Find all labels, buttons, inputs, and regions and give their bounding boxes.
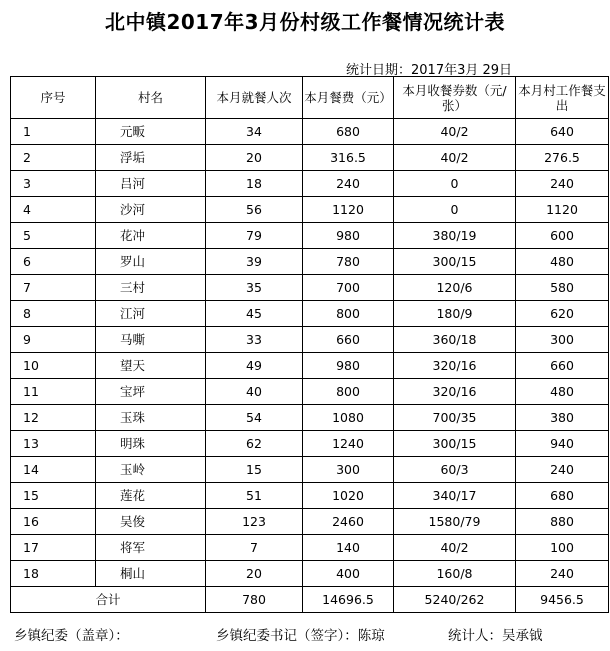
cell-fee: 800 <box>303 301 394 327</box>
cell-expense: 880 <box>516 509 609 535</box>
cell-village: 桐山 <box>96 561 206 587</box>
table-row <box>11 483 609 509</box>
header-row <box>11 77 609 119</box>
total-label: 合计 <box>11 587 206 613</box>
cell-diners: 54 <box>206 405 303 431</box>
cell-fee: 316.5 <box>303 145 394 171</box>
cell-expense: 660 <box>516 353 609 379</box>
cell-no: 9 <box>11 327 96 353</box>
cell-expense: 600 <box>516 223 609 249</box>
cell-vouchers: 40/2 <box>394 119 516 145</box>
cell-fee: 660 <box>303 327 394 353</box>
table-row <box>11 145 609 171</box>
cell-no: 13 <box>11 431 96 457</box>
cell-expense: 640 <box>516 119 609 145</box>
cell-vouchers: 60/3 <box>394 457 516 483</box>
col-header-village: 村名 <box>96 77 206 119</box>
cell-fee: 300 <box>303 457 394 483</box>
cell-fee: 1240 <box>303 431 394 457</box>
cell-diners: 40 <box>206 379 303 405</box>
cell-no: 2 <box>11 145 96 171</box>
cell-diners: 123 <box>206 509 303 535</box>
cell-expense: 680 <box>516 483 609 509</box>
cell-fee: 1080 <box>303 405 394 431</box>
cell-fee: 140 <box>303 535 394 561</box>
cell-village: 莲花 <box>96 483 206 509</box>
cell-village: 花冲 <box>96 223 206 249</box>
cell-village: 吕河 <box>96 171 206 197</box>
cell-no: 12 <box>11 405 96 431</box>
cell-village: 三村 <box>96 275 206 301</box>
col-header-no: 序号 <box>11 77 96 119</box>
cell-fee: 1120 <box>303 197 394 223</box>
cell-no: 16 <box>11 509 96 535</box>
cell-diners: 7 <box>206 535 303 561</box>
cell-vouchers: 340/17 <box>394 483 516 509</box>
cell-no: 7 <box>11 275 96 301</box>
cell-expense: 620 <box>516 301 609 327</box>
cell-diners: 39 <box>206 249 303 275</box>
cell-no: 1 <box>11 119 96 145</box>
cell-village: 将军 <box>96 535 206 561</box>
cell-expense: 580 <box>516 275 609 301</box>
cell-diners: 51 <box>206 483 303 509</box>
cell-vouchers: 300/15 <box>394 249 516 275</box>
cell-expense: 940 <box>516 431 609 457</box>
cell-diners: 33 <box>206 327 303 353</box>
table-row <box>11 561 609 587</box>
cell-fee: 2460 <box>303 509 394 535</box>
total-expense: 9456.5 <box>516 587 609 613</box>
cell-village: 玉珠 <box>96 405 206 431</box>
cell-diners: 45 <box>206 301 303 327</box>
col-header-diners: 本月就餐人次 <box>206 77 303 119</box>
cell-fee: 680 <box>303 119 394 145</box>
cell-expense: 480 <box>516 249 609 275</box>
cell-village: 马嘶 <box>96 327 206 353</box>
cell-no: 17 <box>11 535 96 561</box>
total-diners: 780 <box>206 587 303 613</box>
footer-seal: 乡镇纪委（盖章）： <box>14 628 129 644</box>
cell-diners: 18 <box>206 171 303 197</box>
cell-vouchers: 40/2 <box>394 145 516 171</box>
cell-expense: 240 <box>516 561 609 587</box>
cell-fee: 400 <box>303 561 394 587</box>
cell-expense: 1120 <box>516 197 609 223</box>
total-vouchers: 5240/262 <box>394 587 516 613</box>
cell-village: 吴俊 <box>96 509 206 535</box>
total-row <box>11 587 609 613</box>
table-row <box>11 119 609 145</box>
table-row <box>11 457 609 483</box>
cell-fee: 700 <box>303 275 394 301</box>
statistics-table <box>10 76 609 613</box>
table-row <box>11 509 609 535</box>
cell-diners: 20 <box>206 145 303 171</box>
cell-no: 6 <box>11 249 96 275</box>
table-row <box>11 301 609 327</box>
cell-diners: 20 <box>206 561 303 587</box>
table-row <box>11 535 609 561</box>
cell-village: 江河 <box>96 301 206 327</box>
cell-village: 浮垢 <box>96 145 206 171</box>
table-row <box>11 379 609 405</box>
cell-vouchers: 120/6 <box>394 275 516 301</box>
cell-village: 罗山 <box>96 249 206 275</box>
cell-fee: 1020 <box>303 483 394 509</box>
table-row <box>11 275 609 301</box>
cell-no: 5 <box>11 223 96 249</box>
cell-diners: 56 <box>206 197 303 223</box>
cell-expense: 300 <box>516 327 609 353</box>
cell-vouchers: 1580/79 <box>394 509 516 535</box>
cell-no: 11 <box>11 379 96 405</box>
col-header-vouchers: 本月收餐券数（元/张） <box>394 77 516 119</box>
table-row <box>11 223 609 249</box>
cell-expense: 276.5 <box>516 145 609 171</box>
cell-village: 宝坪 <box>96 379 206 405</box>
cell-vouchers: 320/16 <box>394 379 516 405</box>
cell-village: 明珠 <box>96 431 206 457</box>
cell-vouchers: 300/15 <box>394 431 516 457</box>
cell-no: 3 <box>11 171 96 197</box>
cell-vouchers: 160/8 <box>394 561 516 587</box>
cell-village: 元畈 <box>96 119 206 145</box>
cell-diners: 49 <box>206 353 303 379</box>
cell-expense: 100 <box>516 535 609 561</box>
table-row <box>11 327 609 353</box>
cell-no: 8 <box>11 301 96 327</box>
cell-diners: 62 <box>206 431 303 457</box>
table-row <box>11 405 609 431</box>
footer-statistician: 统计人：吴承钺 <box>448 628 543 644</box>
cell-no: 4 <box>11 197 96 223</box>
cell-village: 沙河 <box>96 197 206 223</box>
cell-vouchers: 360/18 <box>394 327 516 353</box>
cell-vouchers: 180/9 <box>394 301 516 327</box>
footer-secretary: 乡镇纪委书记（签字）：陈琼 <box>216 628 385 644</box>
cell-vouchers: 700/35 <box>394 405 516 431</box>
cell-diners: 35 <box>206 275 303 301</box>
table-row <box>11 431 609 457</box>
cell-fee: 780 <box>303 249 394 275</box>
table-row <box>11 171 609 197</box>
cell-expense: 240 <box>516 171 609 197</box>
cell-fee: 800 <box>303 379 394 405</box>
col-header-fee: 本月餐费（元） <box>303 77 394 119</box>
cell-vouchers: 0 <box>394 171 516 197</box>
cell-vouchers: 320/16 <box>394 353 516 379</box>
total-fee: 14696.5 <box>303 587 394 613</box>
page-title: 北中镇2017年3月份村级工作餐情况统计表 <box>104 10 506 34</box>
cell-fee: 980 <box>303 353 394 379</box>
cell-diners: 15 <box>206 457 303 483</box>
table-row <box>11 197 609 223</box>
cell-expense: 380 <box>516 405 609 431</box>
cell-expense: 240 <box>516 457 609 483</box>
statistics-date: 统计日期：2017年3月 29日 <box>346 63 513 78</box>
cell-vouchers: 0 <box>394 197 516 223</box>
cell-village: 玉岭 <box>96 457 206 483</box>
cell-expense: 480 <box>516 379 609 405</box>
cell-fee: 980 <box>303 223 394 249</box>
cell-no: 14 <box>11 457 96 483</box>
cell-no: 18 <box>11 561 96 587</box>
cell-diners: 79 <box>206 223 303 249</box>
table-row <box>11 249 609 275</box>
cell-diners: 34 <box>206 119 303 145</box>
cell-vouchers: 40/2 <box>394 535 516 561</box>
cell-fee: 240 <box>303 171 394 197</box>
cell-no: 10 <box>11 353 96 379</box>
cell-village: 望天 <box>96 353 206 379</box>
cell-vouchers: 380/19 <box>394 223 516 249</box>
table-row <box>11 353 609 379</box>
cell-no: 15 <box>11 483 96 509</box>
col-header-expense: 本月村工作餐支出 <box>516 77 609 119</box>
